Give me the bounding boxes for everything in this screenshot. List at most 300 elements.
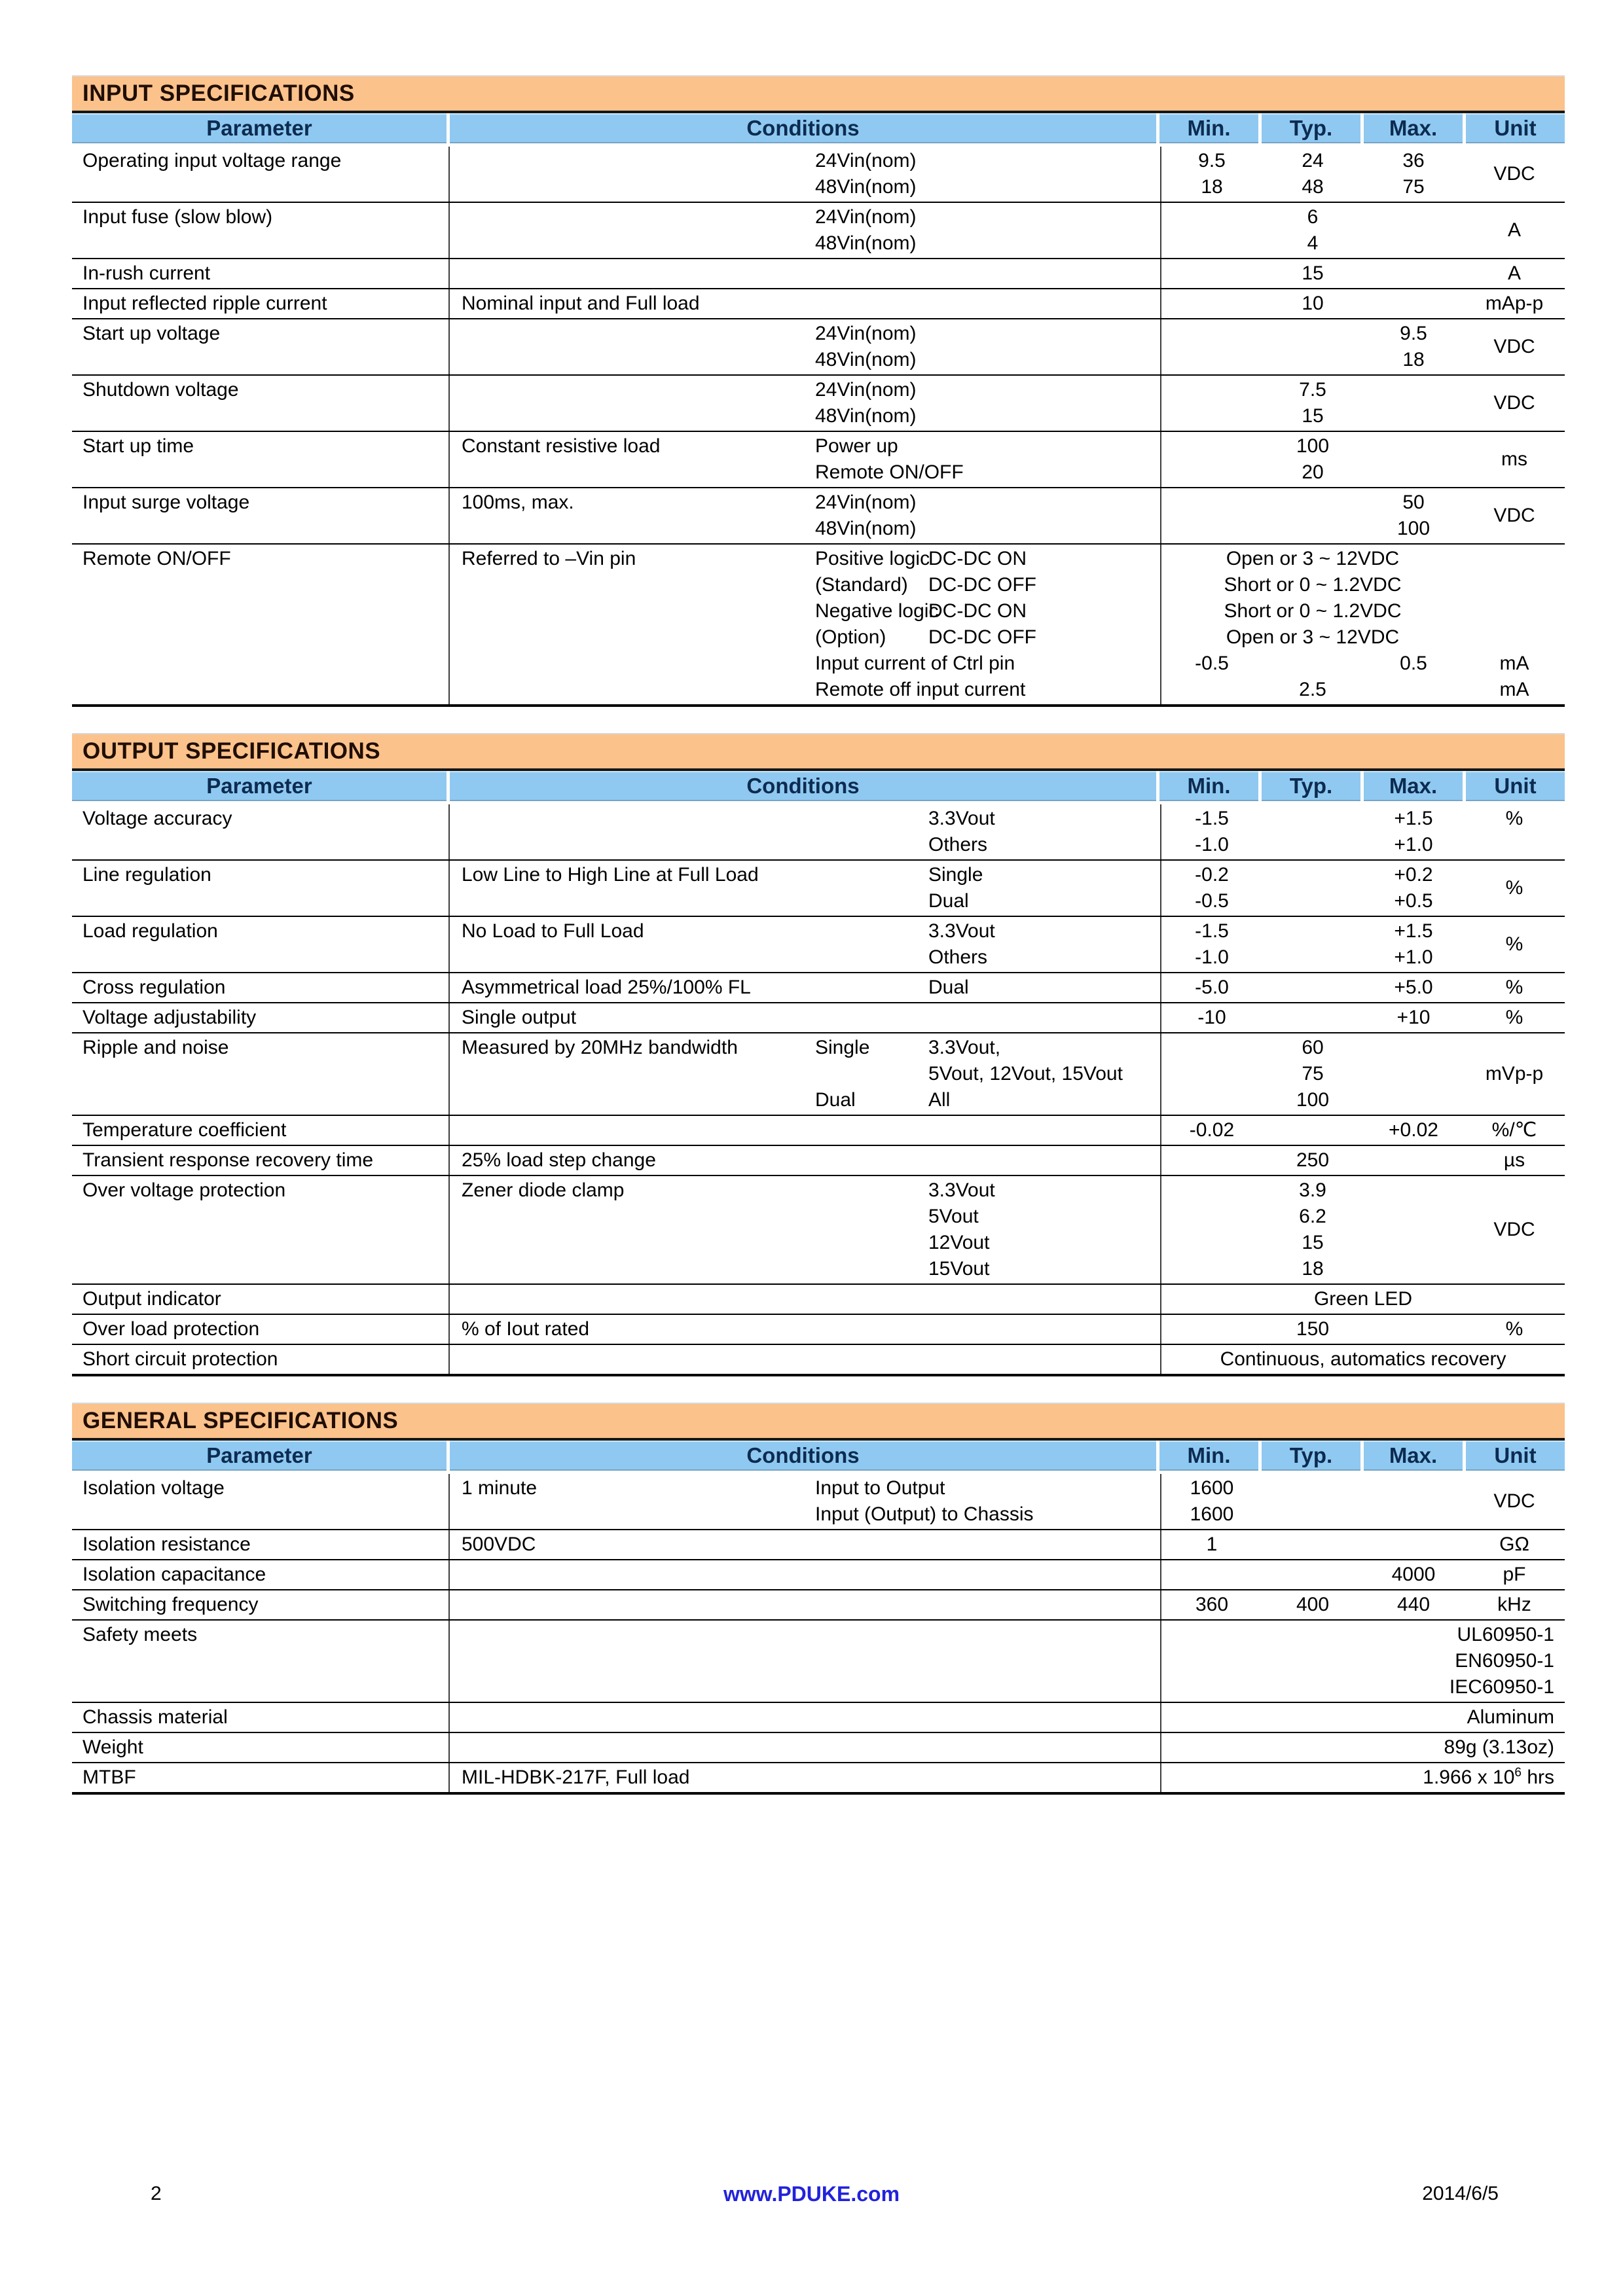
- table-row-mtbf: [72, 1762, 1565, 1792]
- cond-cell: [448, 1703, 1161, 1732]
- value-min: -5.0: [1195, 977, 1229, 998]
- column-header-typ: Typ.: [1262, 1441, 1360, 1471]
- specification-tables: [72, 75, 1565, 1795]
- values-cell: [1161, 917, 1565, 972]
- cond-cell: [448, 259, 1161, 288]
- value-min: 1600: [1190, 1503, 1234, 1525]
- cond-line: [450, 1005, 1160, 1031]
- value-typ: 150: [1296, 1318, 1330, 1340]
- cond-cell: [448, 1590, 1161, 1619]
- cond-line: [450, 459, 1160, 486]
- cond-sub-label: [815, 1562, 928, 1588]
- cond-text: [450, 403, 815, 429]
- value-max: +1.0: [1394, 834, 1433, 855]
- table-title-bar: [72, 733, 1565, 771]
- cond-cell: [448, 319, 1161, 374]
- unit-label: VDC: [1493, 336, 1535, 357]
- value-max: [1363, 1475, 1464, 1501]
- cond-line: [450, 944, 1160, 971]
- cond-text: [450, 624, 815, 651]
- table-row-transient-response-recovery-time: [72, 1145, 1565, 1175]
- value-line: [1161, 1562, 1565, 1588]
- table-row-cross-regulation: [72, 972, 1565, 1002]
- value-max: [1363, 1501, 1464, 1528]
- cond-sub2-label: DC-DC OFF: [928, 626, 1036, 648]
- value-line: [1161, 975, 1565, 1001]
- value-typ: 2.5: [1299, 679, 1326, 700]
- value-typ: 100: [1296, 435, 1330, 457]
- column-header-max: Max.: [1364, 113, 1463, 143]
- table-row-isolation-capacitance: [72, 1559, 1565, 1589]
- table-row-operating-input-voltage-range: [72, 147, 1565, 202]
- cond-sub-label: [815, 1256, 928, 1282]
- value-min: [1161, 1087, 1262, 1113]
- values-cell: [1161, 545, 1565, 704]
- cond-line: [450, 433, 1160, 459]
- value-min: -0.2: [1195, 864, 1229, 886]
- value-typ: [1262, 651, 1363, 677]
- cond-sub-label: [815, 1005, 928, 1031]
- cond-sub2-label: [928, 148, 1160, 174]
- value-typ: 6: [1307, 206, 1319, 228]
- cond-sub-label: Remote off input current: [815, 679, 1026, 700]
- cond-cell: [448, 861, 1161, 916]
- mtbf-value-base: 1.966 x 10: [1423, 1767, 1515, 1788]
- table-row-remote-on-off: [72, 543, 1565, 704]
- cond-sub2-label: [928, 1734, 1160, 1761]
- cond-line: [450, 1622, 1160, 1648]
- table-row-input-fuse-slow-blow: [72, 202, 1565, 258]
- cond-line: [450, 403, 1160, 429]
- value-line: [1161, 624, 1565, 651]
- value-typ: 15: [1302, 262, 1324, 284]
- value-typ: 3.9: [1299, 1179, 1326, 1201]
- value-max: +0.5: [1394, 890, 1433, 912]
- values-cell: [1161, 1003, 1565, 1032]
- cond-text: [450, 347, 815, 373]
- param-cell: Short circuit protection: [82, 1348, 278, 1370]
- values-cell: [1161, 973, 1565, 1002]
- cond-text: [450, 1592, 815, 1618]
- cond-sub2-label: DC-DC OFF: [928, 574, 1036, 596]
- column-header-max: Max.: [1364, 1441, 1463, 1471]
- cond-cell: [448, 432, 1161, 487]
- param-cell: Voltage adjustability: [82, 1007, 257, 1028]
- value-typ: 20: [1302, 461, 1324, 483]
- table-row-weight: [72, 1732, 1565, 1762]
- cond-text: [450, 944, 815, 971]
- cond-line: [450, 321, 1160, 347]
- cond-line: [450, 204, 1160, 230]
- cond-sub2-label: [928, 1648, 1160, 1674]
- value-min: [1161, 321, 1262, 347]
- table-rows: [72, 804, 1565, 1376]
- cond-sub-label: [815, 1316, 928, 1342]
- column-header-unit: Unit: [1466, 1441, 1565, 1471]
- values-cell: [1161, 259, 1565, 288]
- cond-text: [450, 1501, 815, 1528]
- cond-line: [450, 806, 1160, 832]
- cond-line: [450, 1177, 1160, 1204]
- table-rows: [72, 1474, 1565, 1795]
- cond-sub-label: Positive logic: [815, 548, 930, 569]
- website-link[interactable]: www.PDUKE.com: [723, 2182, 900, 2206]
- value-max: [1363, 1532, 1464, 1558]
- cond-text: MIL-HDBK-217F, Full load: [462, 1767, 690, 1788]
- cond-sub2-label: All: [928, 1089, 951, 1111]
- value-min: [1161, 347, 1262, 373]
- span-value: Green LED: [1313, 1288, 1413, 1310]
- value-min: [1161, 1562, 1262, 1588]
- table-title-bar: [72, 75, 1565, 113]
- param-cell: Shutdown voltage: [82, 379, 239, 401]
- cond-text: Nominal input and Full load: [462, 293, 700, 314]
- value-min: [1161, 1177, 1262, 1204]
- value-max: [1363, 1147, 1464, 1174]
- cond-sub2-label: DC-DC ON: [928, 548, 1027, 569]
- cond-line: [450, 174, 1160, 200]
- column-header-parameter: Parameter: [72, 1441, 447, 1471]
- cond-line: [450, 572, 1160, 598]
- table-row-switching-frequency: [72, 1589, 1565, 1619]
- cond-text: [450, 572, 815, 598]
- value-typ: [1262, 490, 1363, 516]
- cond-sub-label: [815, 1204, 928, 1230]
- cond-line: [450, 1501, 1160, 1528]
- value-typ: [1262, 1005, 1363, 1031]
- cond-text: [450, 516, 815, 542]
- param-cell: Input reflected ripple current: [82, 293, 327, 314]
- value-line: [1161, 1117, 1565, 1143]
- logic-level-value: Short or 0 ~ 1.2VDC: [1224, 574, 1402, 596]
- value-unit: %: [1505, 1318, 1523, 1340]
- cond-text: [450, 888, 815, 914]
- cond-sub-label: [815, 806, 928, 832]
- value-line: [1161, 1346, 1565, 1372]
- cond-cell: [448, 1345, 1161, 1374]
- value-min: 1600: [1190, 1477, 1234, 1499]
- value-typ: [1262, 1475, 1363, 1501]
- column-header-parameter: Parameter: [72, 771, 447, 801]
- values-cell: [1161, 319, 1565, 374]
- param-cell: Remote ON/OFF: [82, 548, 231, 569]
- cond-sub-label: Power up: [815, 435, 898, 457]
- value-typ: 6.2: [1299, 1206, 1326, 1227]
- value-typ: 60: [1302, 1037, 1324, 1058]
- cond-sub-label: [815, 291, 928, 317]
- param-cell: Output indicator: [82, 1288, 221, 1310]
- logic-level-value: Open or 3 ~ 12VDC: [1226, 548, 1400, 569]
- cond-sub2-label: 3.3Vout,: [928, 1037, 1001, 1058]
- cond-sub-label: 24Vin(nom): [815, 206, 917, 228]
- cond-line: [450, 260, 1160, 287]
- cond-sub2-label: [928, 403, 1160, 429]
- value-line: [1161, 806, 1565, 832]
- value-min: -1.0: [1195, 834, 1229, 855]
- value-max: [1363, 1035, 1464, 1061]
- param-cell: Operating input voltage range: [82, 150, 342, 171]
- cond-sub-label: [815, 832, 928, 858]
- cond-sub2-label: [928, 1562, 1160, 1588]
- cond-sub2-label: [928, 1501, 1160, 1528]
- cond-cell: [448, 1560, 1161, 1589]
- param-cell: Over load protection: [82, 1318, 260, 1340]
- unit-label: A: [1507, 219, 1521, 241]
- cond-sub-label: [815, 1704, 928, 1731]
- cond-cell: [448, 488, 1161, 543]
- cond-text: [450, 260, 815, 287]
- param-cell: Temperature coefficient: [82, 1119, 287, 1141]
- span-value: EN60950-1: [1455, 1650, 1554, 1672]
- value-line: [1161, 572, 1565, 598]
- values-cell: [1161, 1033, 1565, 1115]
- value-min: -1.5: [1195, 808, 1229, 829]
- cond-sub2-label: Others: [928, 946, 988, 968]
- value-min: [1161, 1256, 1262, 1282]
- value-min: -1.0: [1195, 946, 1229, 968]
- value-min: 9.5: [1198, 150, 1226, 171]
- value-unit: %: [1505, 808, 1523, 829]
- value-min: -0.5: [1195, 890, 1229, 912]
- value-max: [1363, 433, 1464, 459]
- cond-sub2-label: [928, 1674, 1160, 1700]
- value-min: [1161, 291, 1262, 317]
- cond-sub2-label: [928, 1316, 1160, 1342]
- cond-line: [450, 1061, 1160, 1087]
- cond-sub2-label: [928, 1765, 1160, 1791]
- spec-table-input-specifications: [72, 75, 1565, 707]
- cond-sub-label: [815, 1147, 928, 1174]
- value-max: +10: [1396, 1007, 1431, 1028]
- cond-text: [450, 1648, 815, 1674]
- table-header-row: [72, 113, 1565, 147]
- value-max: [1363, 1256, 1464, 1282]
- cond-text: [450, 1286, 815, 1312]
- param-cell: Switching frequency: [82, 1594, 259, 1615]
- cond-cell: [448, 1116, 1161, 1145]
- value-max: 9.5: [1400, 323, 1427, 344]
- cond-text: [450, 651, 815, 677]
- cond-sub2-label: [928, 291, 1160, 317]
- page-footer: [72, 2179, 1551, 2208]
- cond-line: [450, 1475, 1160, 1501]
- cond-text: [450, 1087, 815, 1113]
- column-header-conditions: Conditions: [450, 1441, 1156, 1471]
- value-typ: [1262, 832, 1363, 858]
- value-min: [1161, 377, 1262, 403]
- value-line: [1161, 1592, 1565, 1618]
- column-header-unit: Unit: [1466, 113, 1565, 143]
- cond-sub2-label: [928, 347, 1160, 373]
- cond-line: [450, 1704, 1160, 1731]
- span-value: Aluminum: [1467, 1706, 1554, 1728]
- cond-line: [450, 1286, 1160, 1312]
- value-line: [1161, 1734, 1565, 1761]
- cond-line: [450, 1346, 1160, 1372]
- value-max: [1363, 403, 1464, 429]
- values-cell: [1161, 488, 1565, 543]
- value-min: [1161, 204, 1262, 230]
- column-header-conditions: Conditions: [450, 771, 1156, 801]
- value-min: [1161, 1147, 1262, 1174]
- cond-sub2-label: [928, 1147, 1160, 1174]
- cond-line: [450, 888, 1160, 914]
- table-row-ripple-and-noise: [72, 1032, 1565, 1115]
- cond-sub-label: [815, 862, 928, 888]
- table-row-voltage-accuracy: [72, 804, 1565, 859]
- value-max: [1363, 377, 1464, 403]
- value-max: 50: [1402, 492, 1425, 513]
- unit-label: mVp-p: [1485, 1063, 1544, 1085]
- param-cell: Over voltage protection: [82, 1179, 286, 1201]
- cond-text: [450, 806, 815, 832]
- cond-text: % of Iout rated: [462, 1318, 590, 1340]
- cond-line: [450, 546, 1160, 572]
- cond-sub2-label: 3.3Vout: [928, 920, 995, 942]
- value-min: -0.5: [1195, 653, 1229, 674]
- value-line: [1161, 1286, 1565, 1312]
- cond-text: [450, 832, 815, 858]
- cond-cell: [448, 917, 1161, 972]
- column-header-typ: Typ.: [1262, 771, 1360, 801]
- cond-text: [450, 1346, 815, 1372]
- value-min: [1161, 1061, 1262, 1087]
- cond-sub-label: [815, 1648, 928, 1674]
- value-max: 18: [1402, 349, 1425, 370]
- cond-text: [450, 1256, 815, 1282]
- value-unit: [1464, 598, 1565, 624]
- value-max: [1363, 1316, 1464, 1342]
- value-unit: [1464, 546, 1565, 572]
- param-cell: Cross regulation: [82, 977, 226, 998]
- cond-text: [450, 230, 815, 257]
- cond-sub2-label: 3.3Vout: [928, 1179, 995, 1201]
- value-max: +0.02: [1389, 1119, 1438, 1141]
- value-line: [1161, 1704, 1565, 1731]
- cond-sub2-label: 5Vout: [928, 1206, 979, 1227]
- cond-sub-label: [815, 1592, 928, 1618]
- cond-sub-label: [815, 1177, 928, 1204]
- values-cell: [1161, 1733, 1565, 1762]
- value-line: [1161, 1622, 1565, 1648]
- cond-text: Constant resistive load: [462, 435, 661, 457]
- values-cell: [1161, 1560, 1565, 1589]
- value-typ: 48: [1302, 176, 1324, 198]
- param-cell: Voltage accuracy: [82, 808, 232, 829]
- cond-text: Zener diode clamp: [462, 1179, 625, 1201]
- value-line: [1161, 677, 1565, 703]
- cond-text: 100ms, max.: [462, 492, 574, 513]
- cond-cell: [448, 289, 1161, 318]
- cond-text: [450, 204, 815, 230]
- cond-line: [450, 1648, 1160, 1674]
- cond-cell: [448, 1003, 1161, 1032]
- cond-cell: [448, 203, 1161, 258]
- value-min: [1161, 459, 1262, 486]
- cond-text: Measured by 20MHz bandwidth: [462, 1037, 738, 1058]
- table-header-row: [72, 771, 1565, 804]
- cond-text: Single output: [462, 1007, 577, 1028]
- cond-text: [450, 1117, 815, 1143]
- value-line: [1161, 651, 1565, 677]
- table-row-input-surge-voltage: [72, 487, 1565, 543]
- cond-sub2-label: Single: [928, 864, 983, 886]
- value-typ: [1262, 347, 1363, 373]
- table-title-bar: [72, 1403, 1565, 1441]
- value-unit: mA: [1499, 679, 1529, 700]
- table-row-input-reflected-ripple-current: [72, 288, 1565, 318]
- cond-sub2-label: Others: [928, 834, 988, 855]
- cond-text: [450, 1204, 815, 1230]
- table-rows: [72, 147, 1565, 707]
- values-cell: [1161, 376, 1565, 431]
- table-row-safety-meets: [72, 1619, 1565, 1702]
- value-max: 4000: [1391, 1564, 1436, 1585]
- column-header-max: Max.: [1364, 771, 1463, 801]
- cond-line: [450, 1117, 1160, 1143]
- cond-line: [450, 1035, 1160, 1061]
- value-max: [1363, 1061, 1464, 1087]
- footer-date: 2014/6/5: [1422, 2183, 1499, 2204]
- cond-line: [450, 862, 1160, 888]
- cond-line: [450, 624, 1160, 651]
- cond-line: [450, 516, 1160, 542]
- table-row-voltage-adjustability: [72, 1002, 1565, 1032]
- cond-sub-label: (Standard): [815, 574, 908, 596]
- cond-text: 25% load step change: [462, 1149, 656, 1171]
- cond-cell: [448, 1146, 1161, 1175]
- param-cell: Chassis material: [82, 1706, 228, 1728]
- cond-sub2-label: [928, 1286, 1160, 1312]
- column-header-min: Min.: [1159, 113, 1258, 143]
- column-header-min: Min.: [1159, 771, 1258, 801]
- unit-label: VDC: [1493, 163, 1535, 185]
- cond-sub-label: [815, 1532, 928, 1558]
- cond-sub2-label: [928, 204, 1160, 230]
- table-row-chassis-material: [72, 1702, 1565, 1732]
- cond-cell: [448, 1621, 1161, 1702]
- cond-text: 500VDC: [462, 1534, 536, 1555]
- cond-sub-label: 48Vin(nom): [815, 405, 917, 427]
- cond-sub-label: Input current of Ctrl pin: [815, 653, 1015, 674]
- cond-sub2-label: 5Vout, 12Vout, 15Vout: [928, 1063, 1123, 1085]
- table-row-over-load-protection: [72, 1314, 1565, 1344]
- cond-sub-label: [815, 1061, 928, 1087]
- unit-label: VDC: [1493, 1490, 1535, 1512]
- cond-line: [450, 1316, 1160, 1342]
- cond-sub-label: Input to Output: [815, 1477, 945, 1499]
- cond-text: [450, 321, 815, 347]
- cond-text: [450, 1734, 815, 1761]
- cond-sub-label: Negative logic: [815, 600, 939, 622]
- unit-label: %: [1505, 877, 1523, 899]
- value-min: -10: [1197, 1007, 1226, 1028]
- cond-cell: [448, 1285, 1161, 1314]
- table-row-isolation-voltage: [72, 1474, 1565, 1529]
- cond-line: [450, 598, 1160, 624]
- table-header-row: [72, 1441, 1565, 1474]
- param-cell: Transient response recovery time: [82, 1149, 374, 1171]
- mtbf-value-exponent: 6: [1514, 1766, 1522, 1780]
- values-cell: [1161, 804, 1565, 859]
- value-max: 75: [1402, 176, 1425, 198]
- cond-sub-label: 48Vin(nom): [815, 349, 917, 370]
- value-typ: 10: [1302, 293, 1324, 314]
- logic-level-value: Short or 0 ~ 1.2VDC: [1224, 600, 1402, 622]
- values-cell: [1161, 1345, 1565, 1374]
- cond-cell: [448, 376, 1161, 431]
- param-cell: Input fuse (slow blow): [82, 206, 273, 228]
